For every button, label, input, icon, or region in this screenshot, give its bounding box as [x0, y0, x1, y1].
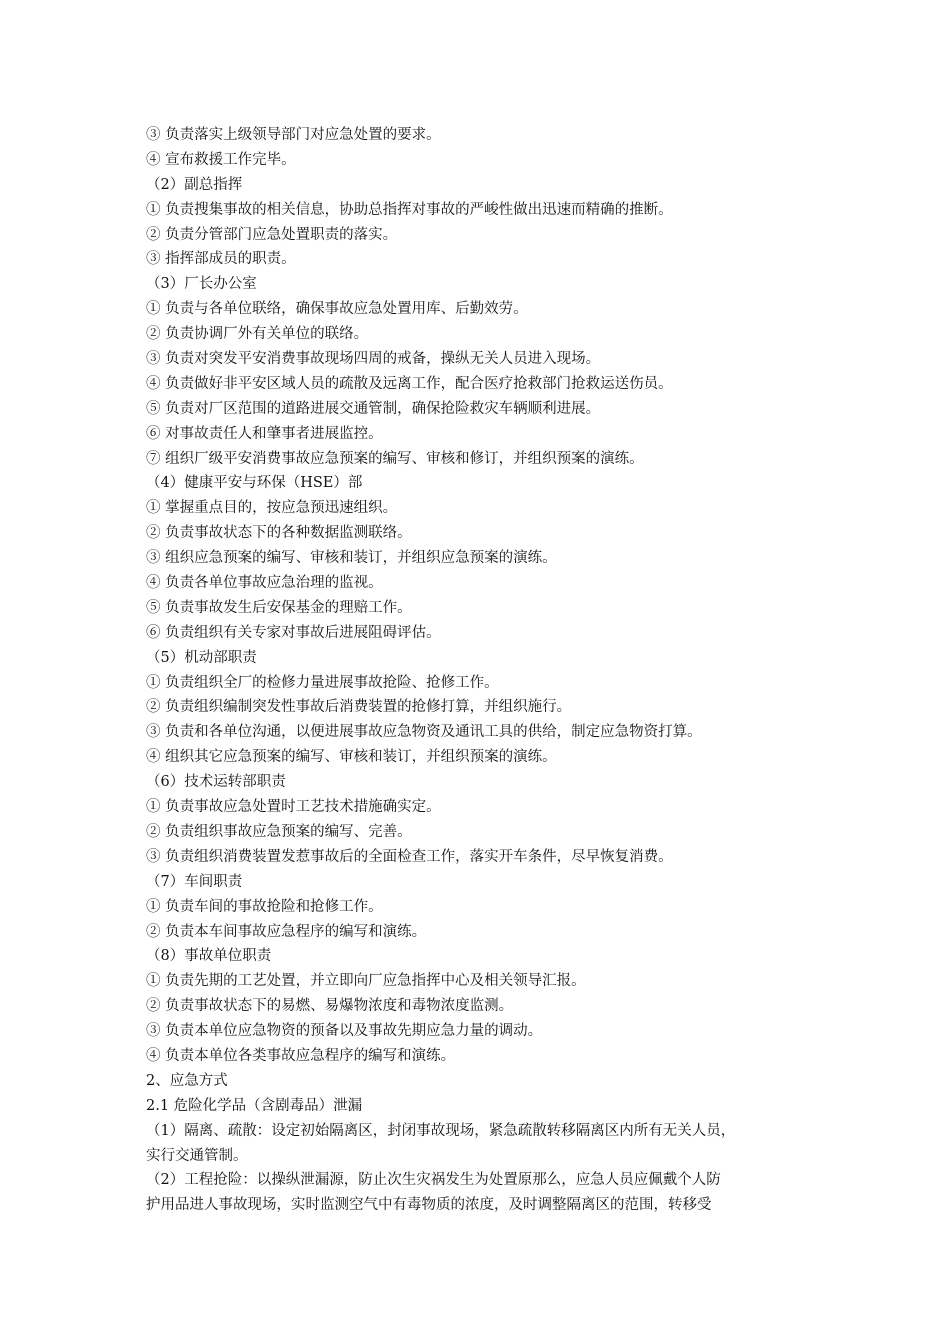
- text-line: ③ 负责对突发平安消费事故现场四周的戒备，操纵无关人员进入现场。: [146, 351, 601, 368]
- text-line: ③ 组织应急预案的编写、审核和装订，并组织应急预案的演练。: [146, 550, 557, 567]
- text-line: （5）机动部职责: [146, 649, 257, 666]
- text-line: ② 负责组织事故应急预案的编写、完善。: [146, 823, 412, 840]
- text-line: ④ 组织其它应急预案的编写、审核和装订，并组织预案的演练。: [146, 749, 557, 766]
- text-line: ① 负责车间的事故抢险和抢修工作。: [146, 898, 383, 915]
- text-line: ⑦ 组织厂级平安消费事故应急预案的编写、审核和修订，并组织预案的演练。: [146, 450, 644, 467]
- text-line: （2）工程抢险：以操纵泄漏源，防止次生灾祸发生为处置原那么，应急人员应佩戴个人防: [146, 1172, 721, 1189]
- text-line: ④ 负责本单位各类事故应急程序的编写和演练。: [146, 1047, 456, 1064]
- text-line: ② 负责组织编制突发性事故后消费装置的抢修打算，并组织施行。: [146, 699, 572, 716]
- text-line: ⑤ 负责对厂区范围的道路进展交通管制，确保抢险救灾车辆顺利进展。: [146, 400, 601, 417]
- text-line: ② 负责事故状态下的易燃、易爆物浓度和毒物浓度监测。: [146, 998, 514, 1015]
- text-line: ⑥ 负责组织有关专家对事故后进展阻碍评估。: [146, 624, 441, 641]
- text-line: （1）隔离、疏散：设定初始隔离区，封闭事故现场，紧急疏散转移隔离区内所有无关人员，: [146, 1122, 736, 1139]
- text-line: ① 负责组织全厂的检修力量进展事故抢险、抢修工作。: [146, 674, 499, 691]
- text-line: ③ 负责组织消费装置发惹事故后的全面检查工作，落实开车条件，尽早恢复消费。: [146, 848, 673, 865]
- text-line: ② 负责事故状态下的各种数据监测联络。: [146, 525, 412, 542]
- text-line: ① 负责先期的工艺处置，并立即向厂应急指挥中心及相关领导汇报。: [146, 973, 586, 990]
- text-line: ② 负责分管部门应急处置职责的落实。: [146, 226, 398, 243]
- text-line: （4）健康平安与环保（HSE）部: [146, 475, 363, 492]
- document-body: [146, 123, 826, 1218]
- text-line: ③ 负责和各单位沟通，以便进展事故应急物资及通讯工具的供给，制定应急物资打算。: [146, 724, 702, 741]
- text-line: ② 负责协调厂外有关单位的联络。: [146, 326, 369, 343]
- text-line: （8）事故单位职责: [146, 948, 272, 965]
- text-line: （2）副总指挥: [146, 176, 243, 193]
- text-line: ③ 指挥部成员的职责。: [146, 251, 296, 268]
- text-line: ④ 负责各单位事故应急治理的监视。: [146, 575, 383, 592]
- text-line: ① 掌握重点目的，按应急预迅速组织。: [146, 500, 398, 517]
- text-line: ⑥ 对事故责任人和肇事者进展监控。: [146, 425, 383, 442]
- text-line: ② 负责本车间事故应急程序的编写和演练。: [146, 923, 427, 940]
- text-line: 实行交通管制。: [146, 1147, 248, 1164]
- text-line: 2.1 危险化学品（含剧毒品）泄漏: [146, 1097, 363, 1114]
- text-line: 护用品进人事故现场，实时监测空气中有毒物质的浓度，及时调整隔离区的范围，转移受: [146, 1197, 712, 1214]
- text-line: ⑤ 负责事故发生后安保基金的理赔工作。: [146, 599, 412, 616]
- text-line: ① 负责搜集事故的相关信息，协助总指挥对事故的严峻性做出迅速而精确的推断。: [146, 201, 673, 218]
- text-line: ③ 负责落实上级领导部门对应急处置的要求。: [146, 127, 441, 143]
- text-line: （6）技术运转部职责: [146, 774, 286, 791]
- text-line: ④ 负责做好非平安区域人员的疏散及远离工作，配合医疗抢救部门抢救运送伤员。: [146, 375, 673, 392]
- text-line: ① 负责与各单位联络，确保事故应急处置用库、后勤效劳。: [146, 301, 528, 318]
- text-line: ④ 宣布救援工作完毕。: [146, 151, 296, 168]
- text-line: （3）厂长办公室: [146, 276, 257, 293]
- text-line: ③ 负责本单位应急物资的预备以及事故先期应急力量的调动。: [146, 1023, 543, 1040]
- text-line: ① 负责事故应急处置时工艺技术措施确实定。: [146, 799, 441, 816]
- text-line: 2、应急方式: [146, 1072, 228, 1089]
- text-line: （7）车间职责: [146, 873, 243, 890]
